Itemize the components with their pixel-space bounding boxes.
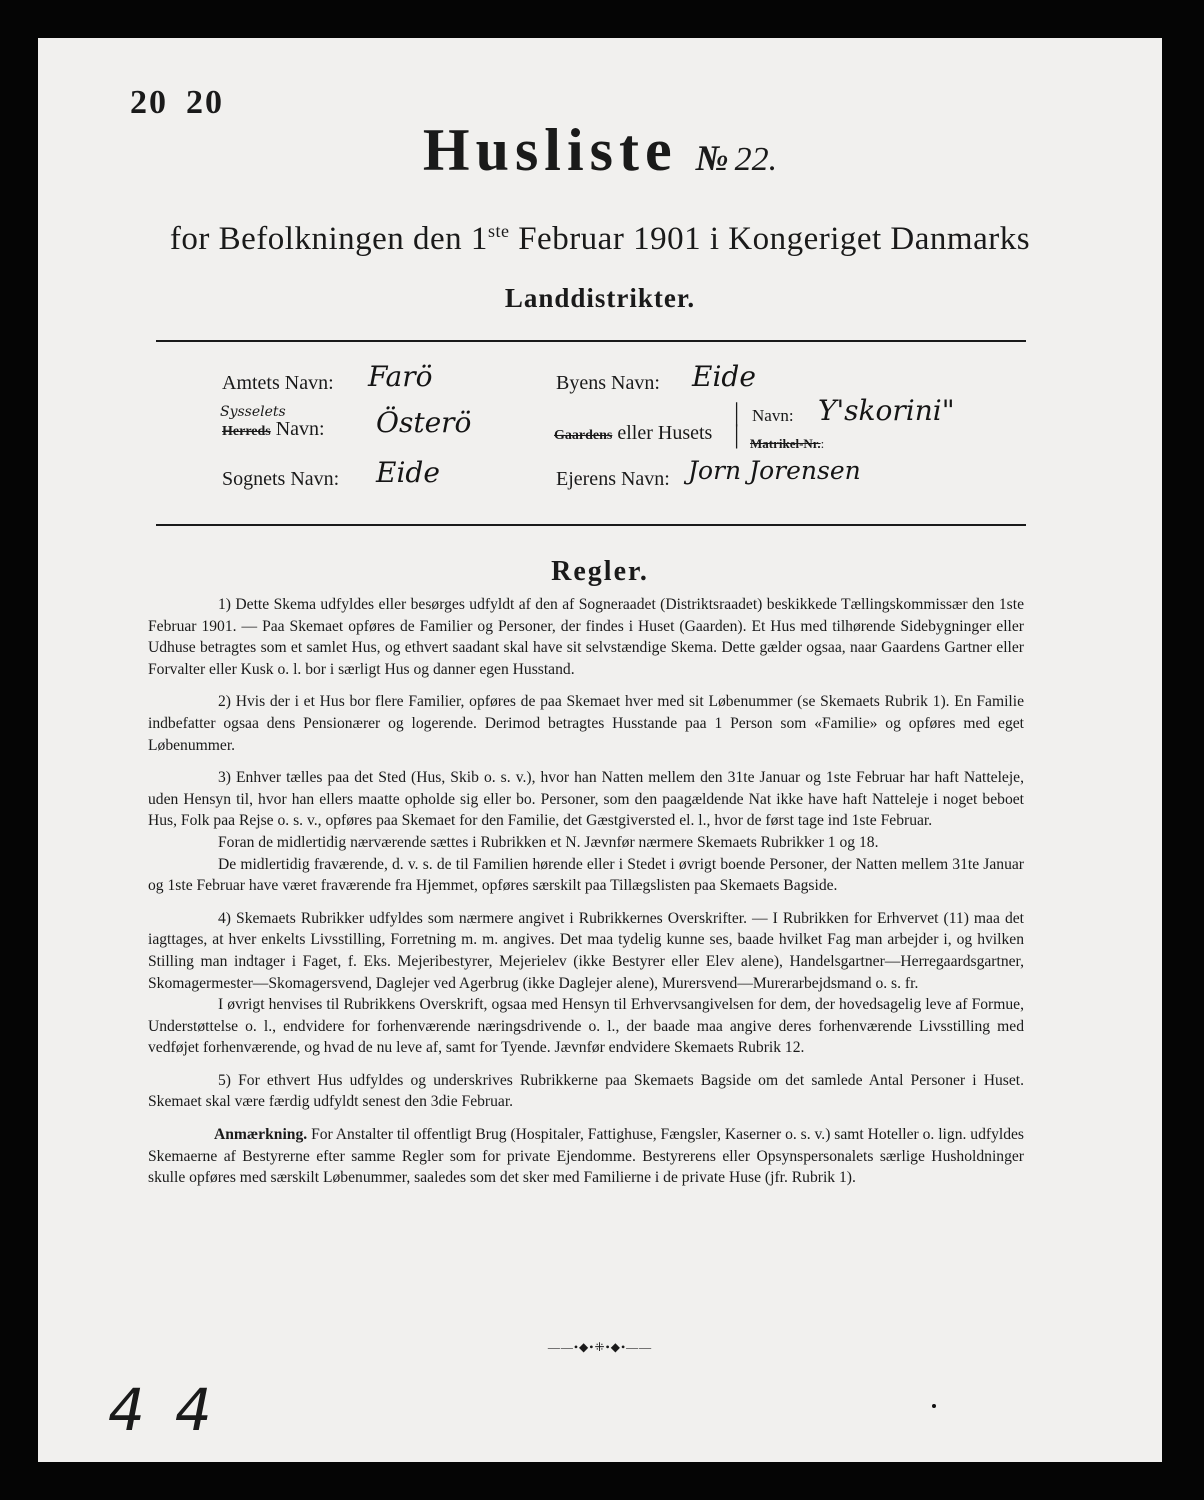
rule-5: 5) For ethvert Hus udfyldes og underskrives Rubrikkerne paa Skemaets Bagside om det samlede Antal Personer i Huset. Skemaet skal være færdig udfyldt senest den 3die Februar. xyxy=(148,1071,1024,1111)
amt-value: Farö xyxy=(368,360,433,393)
sogn-label: Sognets Navn: xyxy=(222,468,340,490)
rule-1: 1) Dette Skema udfyldes eller besørges udfyldt af den af Sogneraadet (Distriktsraadet) beskikkede Tællingskommissær den 1ste Februar 1901. — Paa Skemaet opføres de Familier og Personer, der findes i Huset (Gaarden). Et Hus med tilhørende Sidebygninger eller Udhuse betragtes som et samlet Hus, og ethvert saadant skal have sit selvstændige Skema. Dette gælder ogsaa, naar Gaardens Gartner eller Forvalter eller Kusk o. l. bor i særligt Hus og danner egen Husstand. xyxy=(148,596,1024,678)
remark xyxy=(148,1124,1024,1189)
rule-4: 4) Skemaets Rubrikker udfyldes som nærmere angivet i Rubrikkernes Overskrifter. — I Rubrikken for Erhvervet (11) maa det iagttages, at hver enkelts Livsstilling, Forretning m. m. angives. Det maa tydelig kunne ses, baade hvilket Fag man arbejder i, og hvilken Stilling man indtager i Faget, f. Eks. Mejeribestyrer, Mejerielev (ikke Bestyrer eller Elev alene), Handelsgartner—Herregaardsgartner, Skomagermester—Skomagersvend, Daglejer ved Agerbrug (ikke Daglejer alene), Murersvend—Murerarbejdsmand o. s. fr. xyxy=(148,909,1024,992)
matrikel-struck: Matrikel-Nr. xyxy=(750,436,821,451)
ejer-label: Ejerens Navn: xyxy=(556,468,670,490)
navn-label: Navn: xyxy=(752,406,794,425)
bottom-digit-2: 4 xyxy=(174,1376,212,1444)
census-form-page xyxy=(38,38,1162,1462)
eller-husets-label: eller Husets xyxy=(617,422,713,444)
form-title xyxy=(38,116,1162,185)
subtitle-superscript: ste xyxy=(487,221,510,241)
handwritten-bottom-number xyxy=(108,1376,242,1444)
herred-value: Österö xyxy=(376,406,472,439)
hus-navn-value: Y'skorini" xyxy=(818,394,955,427)
corner-number-2: 20 xyxy=(186,84,224,121)
form-subtitle xyxy=(38,221,1162,258)
by-label: Byens Navn: xyxy=(556,372,660,394)
rule-2: 2) Hvis der i et Hus bor flere Familier, opføres de paa Skemaet hver med sit Løbenummer (se Skemaets Rubrik 1). En Familie indbefatter ogsaa dens Pensionærer og logerende. Derimod betragtes Husstande paa 1 Person som «Familie» og opføres med eget Løbenummer. xyxy=(148,693,1024,754)
rules-heading: Regler. xyxy=(551,556,649,587)
title-text: Husliste xyxy=(422,117,678,183)
form-subtitle-districts: Landdistrikter. xyxy=(504,283,696,313)
herred-label: Navn: xyxy=(275,418,325,440)
number-label: № xyxy=(695,138,729,178)
corner-number-1: 20 xyxy=(130,84,168,121)
ejer-value: Jorn Jorensen xyxy=(688,456,861,485)
bottom-divider xyxy=(156,524,1026,526)
brace-bar: | | xyxy=(734,398,740,449)
sysselets-label: Sysselets xyxy=(220,404,286,420)
remark-label: Anmærkning. xyxy=(214,1126,308,1144)
amt-label: Amtets Navn: xyxy=(222,372,334,394)
gaard-label-group xyxy=(554,422,712,445)
rule-4-continued: I øvrigt henvises til Rubrikkens Overskrift, ogsaa med Hensyn til Erhvervsangivelsen for dem, der hovedsagelig leve af Formue, Understøttelse o. l., endvidere for forhenværende næringsdrivende o. l., der baade maa angive deres forhenværende Livsstilling med vedføjet forhenværende, og hvad de nu leve af, samt for Tyende. Jævnfør endvidere Skemaets Rubrik 12. xyxy=(148,996,1024,1057)
number-value: 22. xyxy=(734,141,778,178)
matrikel-label-group xyxy=(750,436,824,452)
gaardens-struck: Gaardens xyxy=(554,428,613,443)
subtitle-part-2: Februar 1901 i Kongeriget Danmarks xyxy=(509,221,1031,257)
bottom-digit-1: 4 xyxy=(108,1376,145,1444)
matrikel-colon: : xyxy=(820,436,825,451)
ornament-divider: ——•◆•⁜•◆•—— xyxy=(547,1340,653,1354)
rule-3-continued-a: Foran de midlertidig nærværende sættes i Rubrikken et N. Jævnfør nærmere Skemaets Rubrikker 1 og 18. xyxy=(218,833,879,851)
remark-text: For Anstalter til offentligt Brug (Hospitaler, Fattighuse, Fængsler, Kaserner o. s. v.) samt Hoteller o. lign. udfyldes Skemaerne af Bestyrerne efter samme Regler som for private Ejendomme. Bestyrerens eller Opsynspersonalets særlige Husholdninger skulle opføres med særskilt Løbenummer, saaledes som det sker med Familierne i de private Huse (jfr. Rubrik 1). xyxy=(148,1126,1024,1187)
rules-body xyxy=(148,594,1024,1200)
ink-dot xyxy=(932,1404,936,1408)
subtitle-part-1: for Befolkningen den 1 xyxy=(169,221,488,257)
rule-3-continued-b: De midlertidig fraværende, d. v. s. de til Familien hørende eller i Stedet i øvrigt boende Personer, der Natten mellem 31te Januar og 1ste Februar have været fraværende fra Hjemmet, opføres særskilt paa Tillægslisten paa Skemaets Bagside. xyxy=(148,855,1024,895)
herreds-struck: Herreds xyxy=(222,424,271,439)
sogn-value: Eide xyxy=(376,456,440,489)
top-divider xyxy=(156,340,1026,342)
by-value: Eide xyxy=(692,360,756,393)
rule-3: 3) Enhver tælles paa det Sted (Hus, Skib o. s. v.), hvor han Natten mellem den 31te Januar og 1ste Februar har haft Natteleje, uden Hensyn til, hvor han ellers maatte opholde sig eller bo. Personer, som den paagældende Nat ikke have haft Natteleje i noget beboet Hus, Folk paa Rejse o. s. v., opføres paa Skemaet for den Familie, det Gæstgiversted el. l., hvor de først tage ind 1ste Februar. xyxy=(148,769,1024,830)
herred-label-group xyxy=(222,418,325,441)
